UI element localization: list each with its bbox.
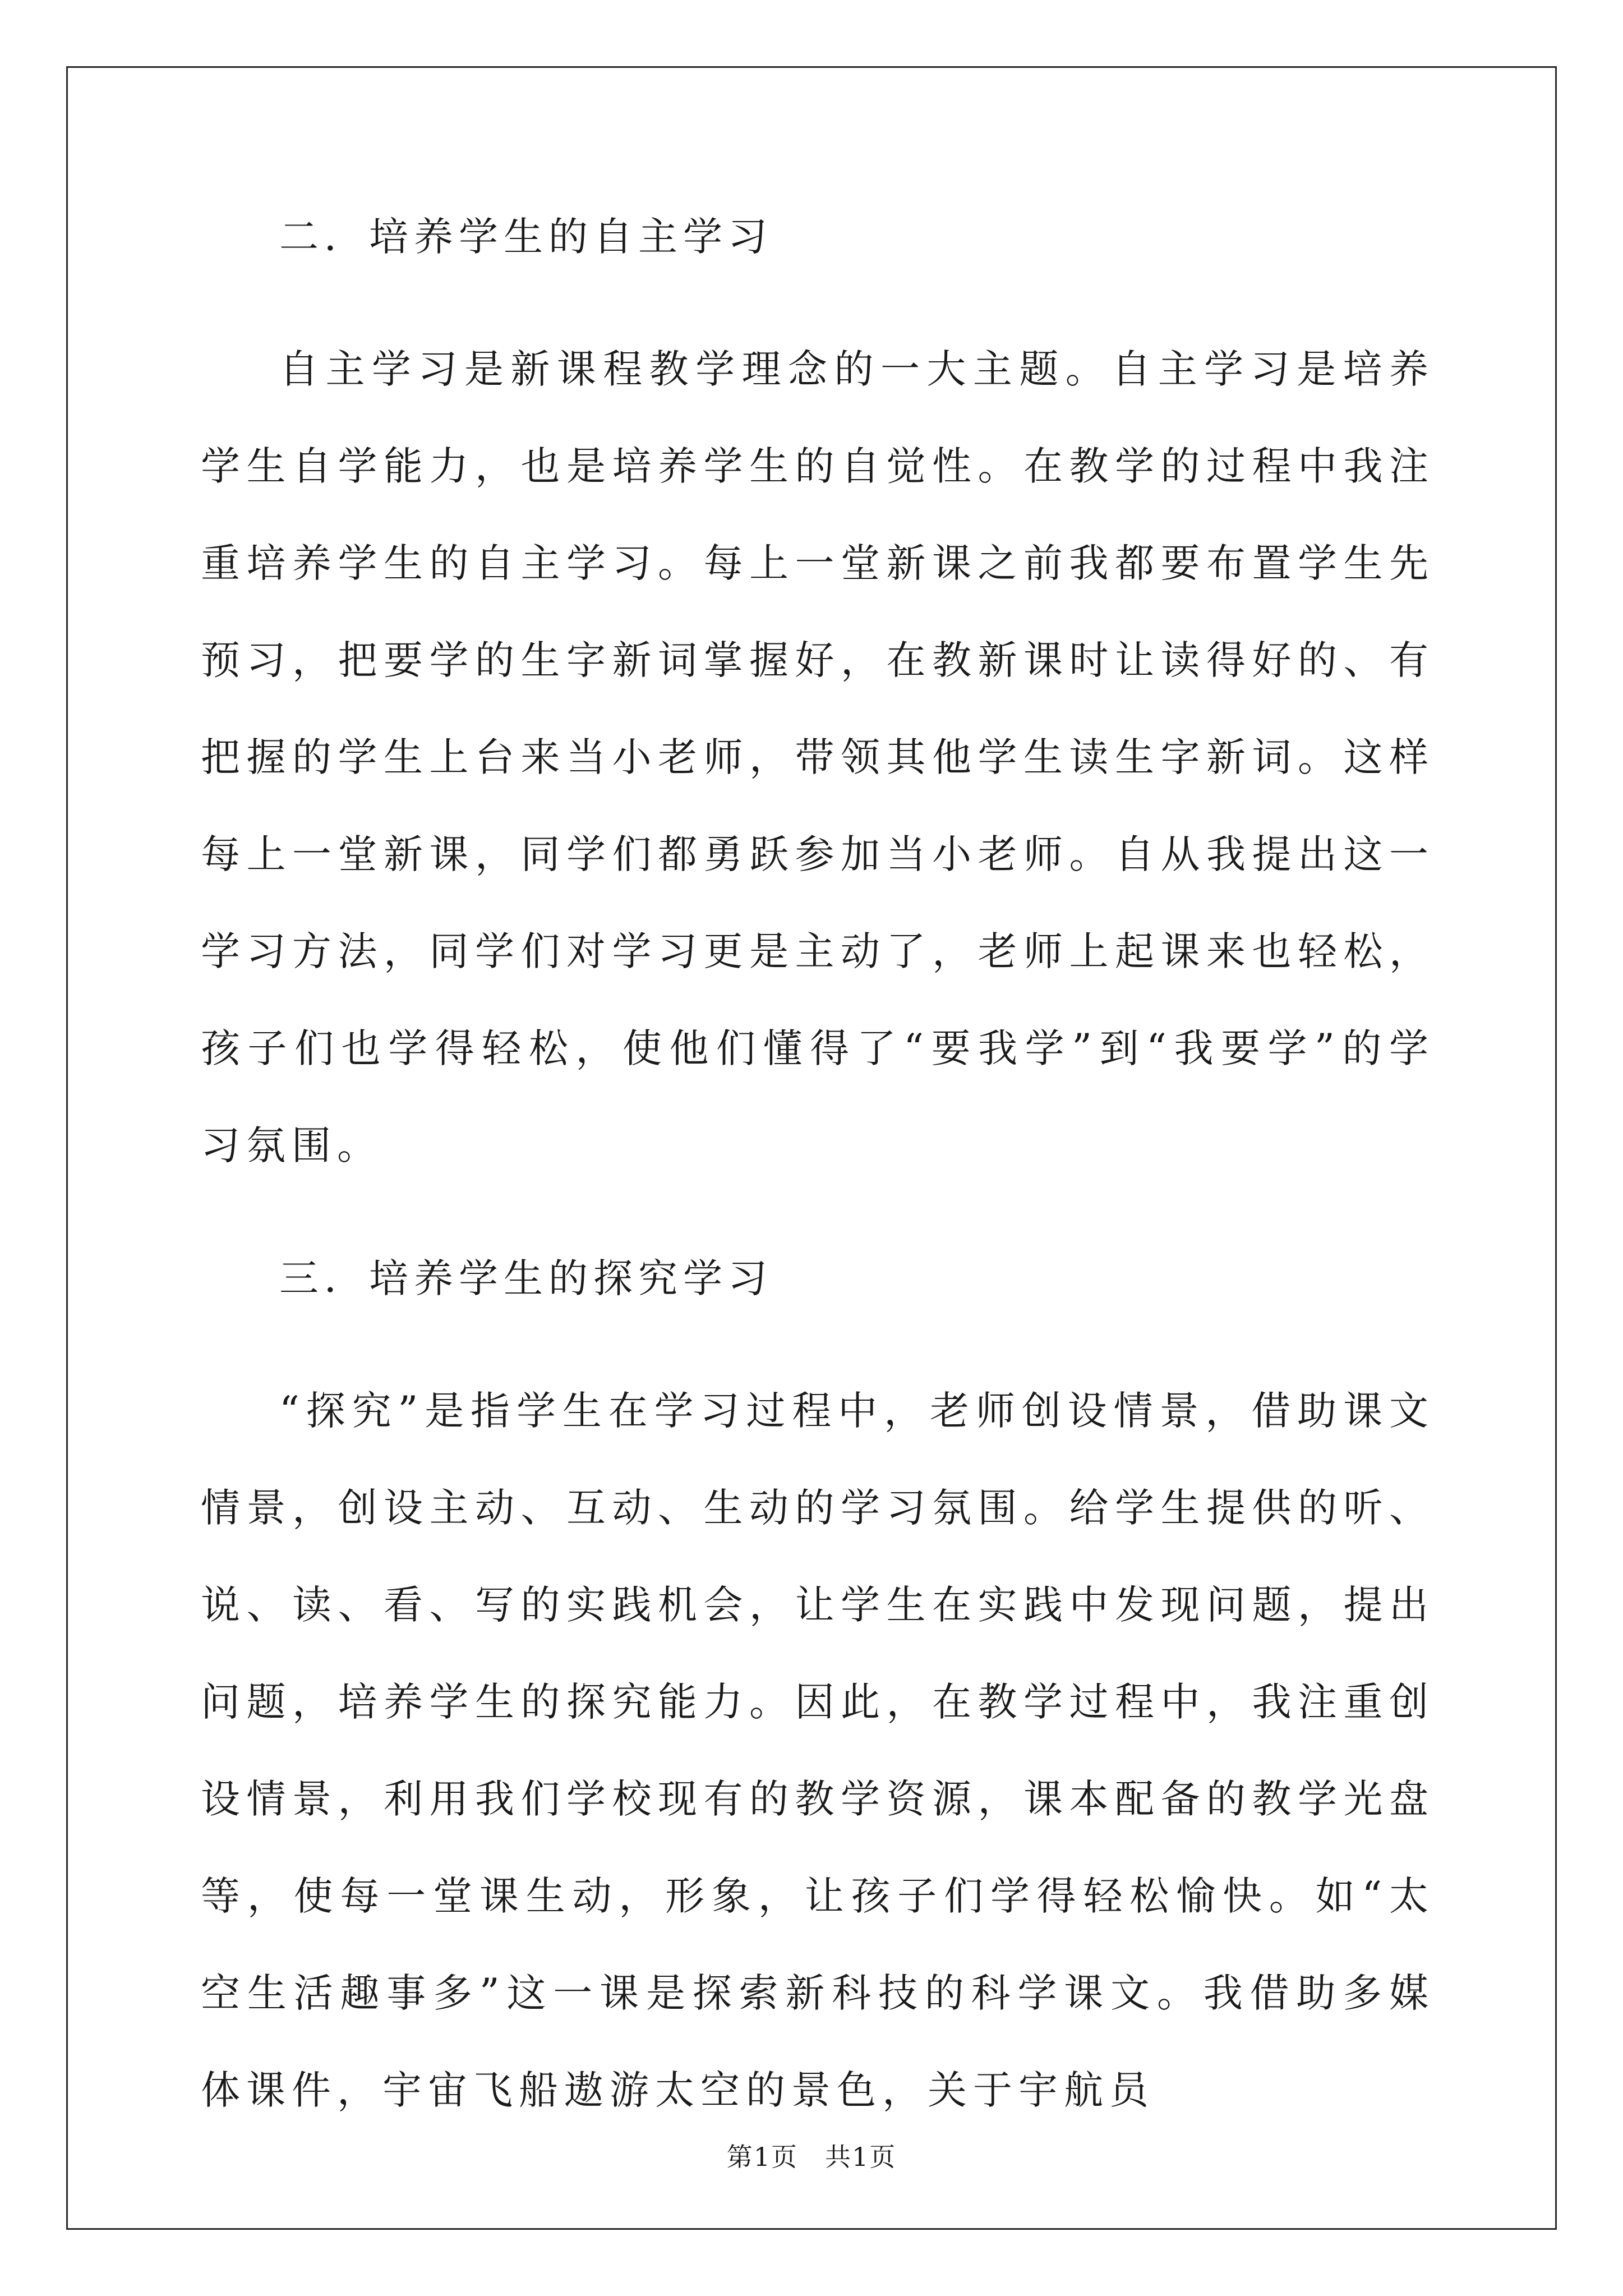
section-paragraph-inquiry-learning: “探究”是指学生在学习过程中，老师创设情景，借助课文情景，创设主动、互动、生动的学习氛围。给学生提供的听、说、读、看、写的实践机会，让学生在实践中发现问题，提出问题，培养学生的探究能力。因此，在教学过程中，我注重创设情景，利用我们学校现有的教学资源，课本配备的教学光盘等，使每一堂课生动，形象，让孩子们学得轻松愉快。如“太空生活趣事多”这一课是探索新科技的科学课文。我借助多媒体课件，宇宙飞船遨游太空的景色，关于宇航员	[201, 1388, 1435, 2113]
document-body	[201, 209, 1435, 2178]
section-heading-inquiry-learning: 三．培养学生的探究学习	[279, 1255, 773, 1301]
page-number-footer: 第1页 共1页	[726, 2142, 897, 2172]
section-heading-autonomous-learning: 二．培养学生的自主学习	[279, 214, 773, 260]
section-paragraph-autonomous-learning: 自主学习是新课程教学理念的一大主题。自主学习是培养学生自学能力，也是培养学生的自觉性。在教学的过程中我注重培养学生的自主学习。每上一堂新课之前我都要布置学生先预习，把要学的生字新词掌握好，在教新课时让读得好的、有把握的学生上台来当小老师，带领其他学生读生字新词。这样每上一堂新课，同学们都勇跃参加当小老师。自从我提出这一学习方法，同学们对学习更是主动了，老师上起课来也轻松，孩子们也学得轻松，使他们懂得了“要我学”到“我要学”的学习氛围。	[201, 346, 1435, 1168]
